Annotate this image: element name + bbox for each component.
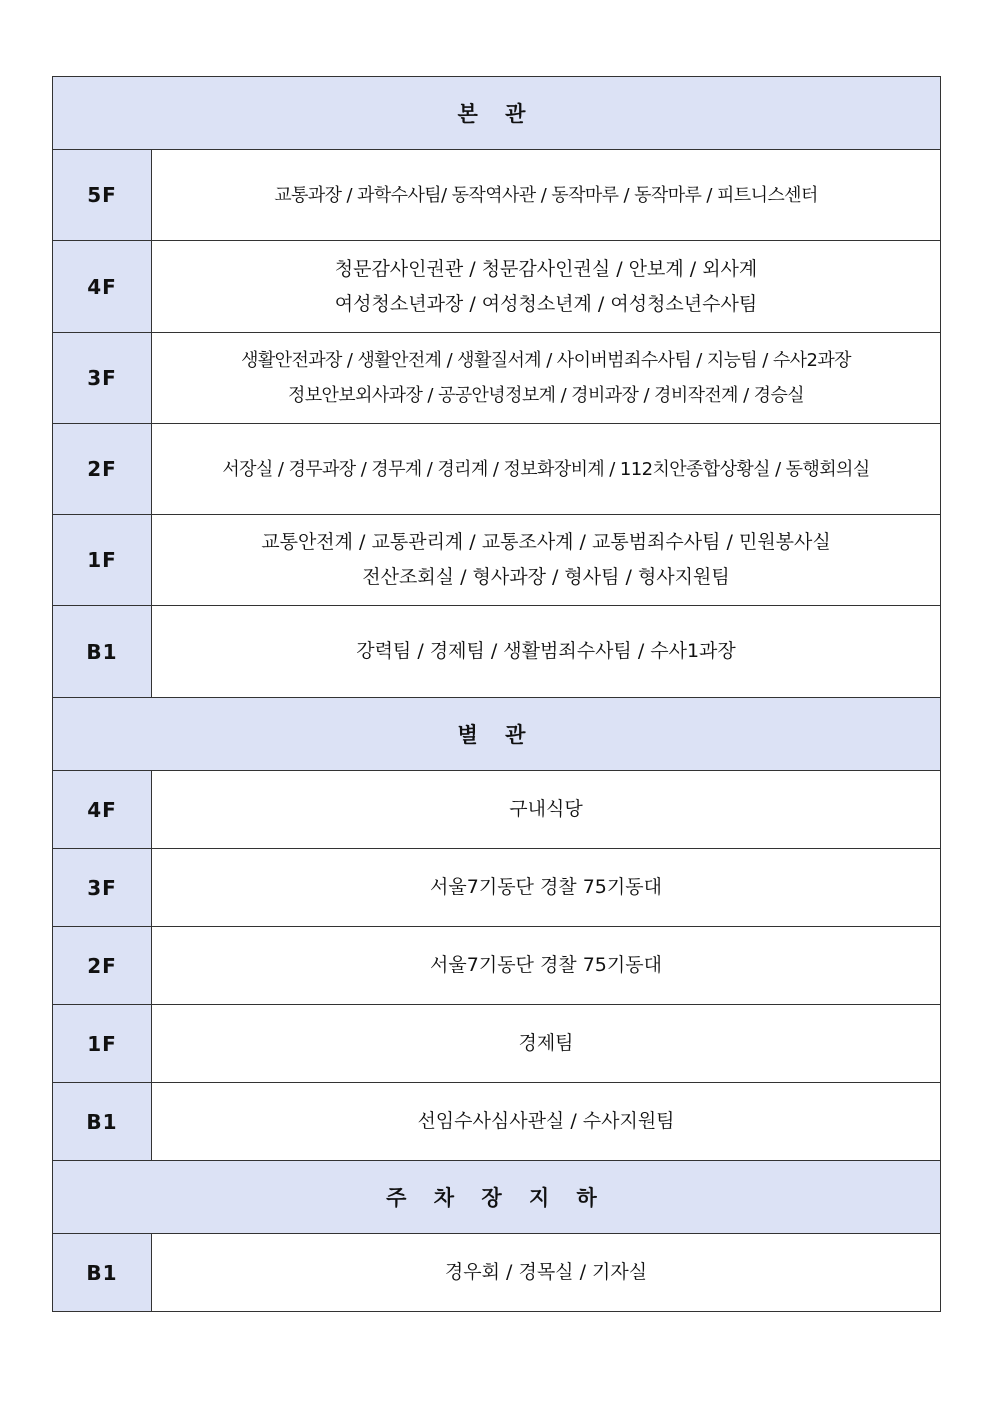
table-row (53, 849, 941, 927)
floor-occupants (152, 849, 941, 927)
floor-label: B1 (53, 1083, 152, 1161)
floor-occupants (152, 1083, 941, 1161)
section-title-annex: 별 관 (53, 698, 941, 771)
table-row (53, 333, 941, 424)
occupant-line: 경제팀 (518, 1032, 574, 1054)
table-row (53, 515, 941, 606)
occupant-line: 선임수사심사관실 / 수사지원팀 (417, 1110, 675, 1132)
section-header-row (53, 1161, 941, 1234)
floor-occupants (152, 927, 941, 1005)
floor-label: 3F (53, 333, 152, 424)
occupant-line: 서장실 / 경무과장 / 경무계 / 경리계 / 정보화장비계 / 112치안종합상황실 / 동행회의실 (222, 458, 870, 480)
section-title-parking: 주 차 장 지 하 (53, 1161, 941, 1234)
floor-label: 3F (53, 849, 152, 927)
floor-occupants (152, 424, 941, 515)
floor-directory-table (52, 76, 941, 1312)
occupant-line: 강력팀 / 경제팀 / 생활범죄수사팀 / 수사1과장 (356, 640, 736, 662)
table-row (53, 1083, 941, 1161)
table-row (53, 606, 941, 698)
occupant-line: 구내식당 (509, 798, 583, 820)
floor-occupants (152, 241, 941, 333)
occupant-line: 청문감사인권관 / 청문감사인권실 / 안보계 / 외사계 (334, 257, 758, 280)
floor-occupants (152, 150, 941, 241)
table-row (53, 927, 941, 1005)
table-row (53, 1005, 941, 1083)
occupant-line: 여성청소년과장 / 여성청소년계 / 여성청소년수사팀 (334, 292, 758, 315)
floor-label: B1 (53, 606, 152, 698)
section-header-row (53, 77, 941, 150)
floor-occupants (152, 1234, 941, 1312)
floor-occupants (152, 606, 941, 698)
floor-label: B1 (53, 1234, 152, 1312)
floor-label: 2F (53, 424, 152, 515)
occupant-line: 경우회 / 경목실 / 기자실 (444, 1261, 648, 1283)
table-row (53, 771, 941, 849)
floor-occupants (152, 515, 941, 606)
table-row (53, 241, 941, 333)
occupant-line: 서울7기동단 경찰 75기동대 (430, 954, 662, 976)
occupant-line: 교통안전계 / 교통관리계 / 교통조사계 / 교통범죄수사팀 / 민원봉사실 (261, 531, 831, 553)
table-row (53, 1234, 941, 1312)
floor-label: 1F (53, 1005, 152, 1083)
occupant-line: 생활안전과장 / 생활안전계 / 생활질서계 / 사이버범죄수사팀 / 지능팀 / 수사2과장 (241, 350, 851, 371)
floor-occupants (152, 333, 941, 424)
floor-label: 2F (53, 927, 152, 1005)
floor-label: 4F (53, 241, 152, 333)
occupant-line: 정보안보외사과장 / 공공안녕정보계 / 경비과장 / 경비작전계 / 경승실 (287, 385, 805, 406)
occupant-line: 서울7기동단 경찰 75기동대 (430, 876, 662, 898)
floor-label: 5F (53, 150, 152, 241)
occupant-line: 교통과장 / 과학수사팀/ 동작역사관 / 동작마루 / 동작마루 / 피트니스센터 (274, 184, 818, 206)
floor-label: 4F (53, 771, 152, 849)
table-row (53, 150, 941, 241)
section-title-main: 본 관 (53, 77, 941, 150)
section-header-row (53, 698, 941, 771)
floor-label: 1F (53, 515, 152, 606)
occupant-line: 전산조회실 / 형사과장 / 형사팀 / 형사지원팀 (362, 566, 730, 588)
floor-occupants (152, 771, 941, 849)
floor-occupants (152, 1005, 941, 1083)
table-row (53, 424, 941, 515)
